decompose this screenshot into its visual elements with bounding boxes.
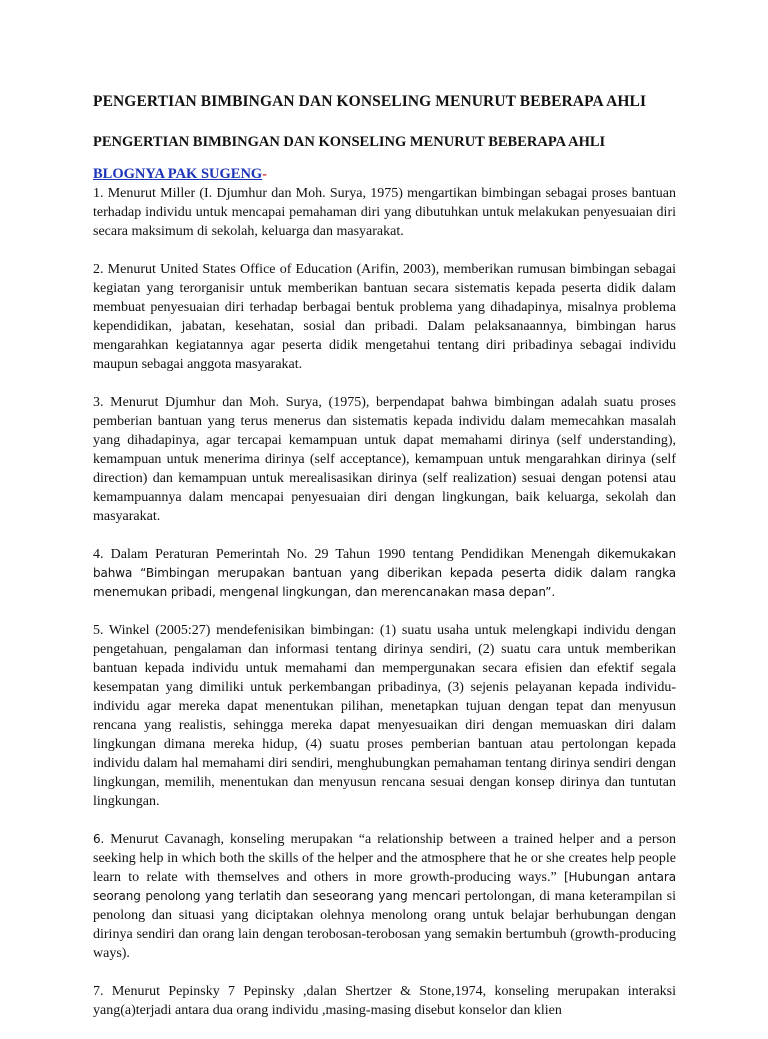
paragraph-3: 3. Menurut Djumhur dan Moh. Surya, (1975), berpendapat bahwa bimbingan adalah suatu proses pemberian bantuan yang terus menerus dan sistematis kepada individu dalam memecahkan masalah yang dihadapinya, agar tercapai kemampuan untuk dapat memahami dirinya (self understanding), kemampuan untuk menerima dirinya (self acceptance), kemampuan untuk mengarahkan dirinya (self direction) dan kemampuan untuk merealisasikan dirinya (self realization) sesuai dengan potensi atau kemampuannya dalam mencapai penyesuaian diri dengan lingkungan, baik keluarga, sekolah dan masyarakat. bbox=[93, 395, 676, 524]
paragraph-1: 1. Menurut Miller (I. Djumhur dan Moh. Surya, 1975) mengartikan bimbingan sebagai proses bantuan terhadap individu untuk mencapai pemahaman diri yang dibutuhkan untuk melakukan penyesuaian diri secara maksimum di sekolah, keluarga dan masyarakat. bbox=[93, 186, 676, 239]
paragraph-7: 7. Menurut Pepinsky 7 Pepinsky ,dalan Shertzer & Stone,1974, konseling merupakan interaksi yang(a)terjadi antara dua orang individu ,masing-masing disebut konselor dan klien bbox=[93, 984, 676, 1018]
paragraph-6 bbox=[93, 830, 676, 963]
paragraph-4-start: 4. Dalam Peraturan Pemerintah No. 29 Tahun 1990 tentang Pendidikan Menengah bbox=[93, 547, 598, 562]
paragraph-6-part-a: Menurut Cavanagh, konseling merupakan “a relationship between a trained helper and a bbox=[104, 832, 633, 847]
document-page bbox=[93, 92, 676, 1039]
paragraph-6-part-c: [Hubungan antara seorang penolong yang terlatih dan seseorang yang mencari bbox=[93, 870, 676, 903]
blog-source-line bbox=[93, 165, 676, 184]
paragraph-4 bbox=[93, 545, 676, 602]
paragraph-6-number: 6. bbox=[93, 832, 105, 846]
blog-dash: - bbox=[262, 167, 267, 182]
paragraph-4-quote: dikemukakan bahwa “Bimbingan merupakan bantuan yang diberikan kepada peserta didik dalam rangka menemukan pribadi, mengenal lingkungan, dan merencanakan masa depan”. bbox=[93, 547, 676, 599]
paragraph-5: 5. Winkel (2005:27) mendefenisikan bimbingan: (1) suatu usaha untuk melengkapi individu dengan pengetahuan, pengalaman dan informasi tentang dirinya sendiri, (2) suatu cara untuk memberikan bantuan kepada individu untuk memahami dan mempergunakan secara efisien dan efektif segala kesempatan yang dimiliki untuk perkembangan pribadinya, (3) sejenis pelayanan kepada individu-individu agar mereka dapat menentukan pilihan, menetapkan tujuan dengan tepat dan menyusun rencana yang realistis, sehingga mereka dapat menyesuaikan diri dengan memuaskan diri dalam lingkungan dimana mereka hidup, (4) suatu proses pemberian bantuan atau pertolongan kepada individu dalam hal memahami diri sendiri, menghubungkan pemahaman tentang dirinya sendiri dengan lingkungan, memilih, menentukan dan menyusun rencana sesuai dengan konsep dirinya dan tuntutan lingkungan. bbox=[93, 623, 676, 809]
paragraph-2: 2. Menurut United States Office of Education (Arifin, 2003), memberikan rumusan bimbingan sebagai kegiatan yang terorganisir untuk memberikan bantuan secara sistematis kepada peserta didik dalam membuat penyesuaian diri terhadap berbagai bentuk problema yang dihadapinya, misalnya problema kependidikan, jabatan, kesehatan, sosial dan pribadi. Dalam pelaksanaannya, bimbingan harus mengarahkan kegiatannya agar peserta didik mengetahui tentang diri pribadinya sebagai individu maupun sebagai anggota masyarakat. bbox=[93, 262, 676, 372]
paragraph-6-part-d: pertolongan, di mana keterampilan si penolong dan situasi yang diciptakan olehnya menolong orang untuk belajar berhubungan dengan dirinya sendiri dan orang lain dengan terobosan-terobosan yang semakin bertumbuh (growth-producing ways). bbox=[93, 889, 676, 961]
paragraph-6-part-b: person seeking help in which both the skills of the helper and the atmosphere that he or she creates help people learn to relate with themselves and others in more growth-producing ways.” bbox=[93, 832, 676, 885]
document-subtitle: PENGERTIAN BIMBINGAN DAN KONSELING MENURUT BEBERAPA AHLI bbox=[93, 134, 606, 150]
blog-link[interactable]: BLOGNYA PAK SUGENG bbox=[93, 166, 263, 182]
document-title: PENGERTIAN BIMBINGAN DAN KONSELING MENURUT BEBERAPA AHLI bbox=[93, 93, 647, 110]
